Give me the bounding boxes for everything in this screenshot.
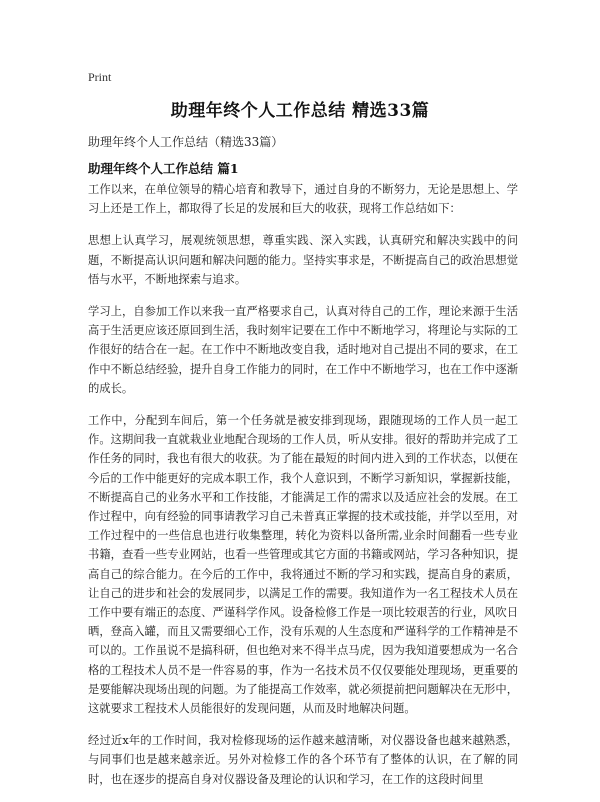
section-heading: 助理年终个人工作总结 篇1 [88,161,239,176]
paragraph: 经过近x年的工作时间，我对检修现场的运作越来越清晰，对仪器设备也越来越熟悉，与同事们也是越来越亲近。另外对检修工作的各个环节有了整体的认识，在了解的同时，也在逐步的提高自身对仪器设备及理论的认识和学习，在工作的这段时间里 [88,734,518,786]
body-text [88,180,518,802]
page-title: 助理年终个人工作总结 精选33篇 [170,101,430,121]
print-link[interactable]: Print [88,70,112,84]
paragraph: 工作中，分配到车间后，第一个任务就是被安排到现场，跟随现场的工作人员一起工作。这期间我一直就栽业业地配合现场的工作人员，听从安排。很好的帮助并完成了工作任务的同时，我也有很大的收获。为了能在最短的时间内进入到的工作状态，以便在今后的工作中能更好的完成本职工作，我个人意识到，不断学习新知识，掌握新技能，不断提高自己的业务水平和工作技能，才能满足工作的需求以及适应社会的发展。在工作过程中，向有经验的同事请教学习自己未普真正掌握的技术或技能，并学以至用，对工作过程中的一些信息也进行收集整理，转化为资料以备所需,业余时间翻看一些专业书籍，查看一些专业网站，也看一些管理或其它方面的书籍或网站，学习各种知识，提高自己的综合能力。在今后的工作中，我将通过不断的学习和实践，提高自身的素质，让自己的进步和社会的发展同步，以满足工作的需要。我知道作为一名工程技术人员在工作中要有端正的态度、严谨科学作风。设备检修工作是一项比较艰苦的行业，风吹日晒，登高入罐，而且又需要细心工作，没有乐观的人生态度和严谨科学的工作精神是不可以的。工作虽说不是搞科研，但也绝对来不得半点马虎，因为我知道要想成为一名合格的工程技术人员不是一件容易的事，作为一名技术员不仅仅要能处理现场，更重要的是要能解决现场出现的问题。为了能提高工作效率，就必须提前把问题解决在无形中，这就要求工程技术人员能很好的发现问题，从而及时地解决问题。 [88,414,518,716]
paragraph: 工作以来，在单位领导的精心培育和教导下，通过自身的不断努力，无论是思想上、学习上还是工作上，都取得了长足的发展和巨大的收获，现将工作总结如下： [88,183,518,216]
paragraph: 学习上，自参加工作以来我一直严格要求自己，认真对待自己的工作，理论来源于生活高于生活更应该还原回到生活，我时刻牢记要在工作中不断地学习，将理论与实际的工作很好的结合在一起。在工作中不断地改变自我，适时地对自己提出不同的要求，在工作中不断总结经验，提升自身工作能力的同时，在工作中不断地学习，也在工作中逐渐的成长。 [88,305,518,395]
paragraph: 思想上认真学习，展观统领思想，尊重实践、深入实践，认真研究和解决实践中的问题，不断提高认识问题和解决问题的能力。坚持实事求是，不断提高自己的政治思想觉悟与水平，不断地探索与追求。 [88,234,518,286]
document-subtitle: 助理年终个人工作总结（精选33篇） [88,135,284,149]
